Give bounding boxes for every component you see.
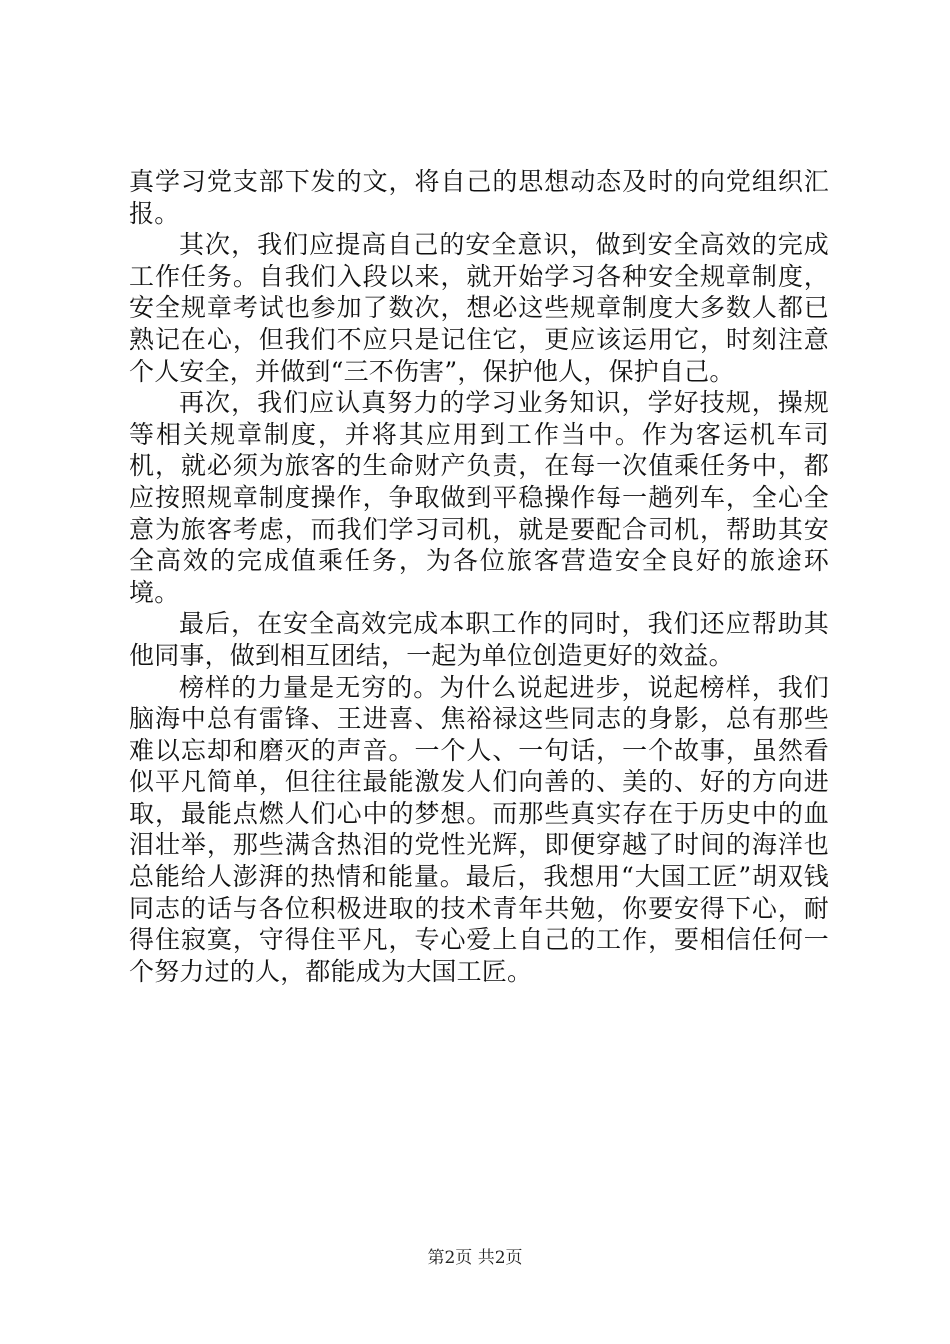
paragraph-business-knowledge: 再次，我们应认真努力的学习业务知识，学好技规，操规等相关规章制度，并将其应用到工作当中。作为客运机车司机，就必须为旅客的生命财产负责，在每一次值乘任务中，都应按照规章制度操作，争取做到平稳操作每一趟列车，全心全意为旅客考虑，而我们学习司机，就是要配合司机，帮助其安全高效的完成值乘任务，为各位旅客营造安全良好的旅途环境。 xyxy=(129,388,829,607)
paragraph-role-models: 榜样的力量是无穷的。为什么说起进步，说起榜样，我们脑海中总有雷锋、王进喜、焦裕禄这些同志的身影，总有那些难以忘却和磨灭的声音。一个人、一句话，一个故事，虽然看似平凡简单，但往往最能激发人们向善的、美的、好的方向进取，最能点燃人们心中的梦想。而那些真实存在于历史中的血泪壮举，那些满含热泪的党性光辉，即便穿越了时间的海洋也总能给人澎湃的热情和能量。最后，我想用“大国工匠”胡双钱同志的话与各位积极进取的技术青年共勉，你要安得下心，耐得住寂寞，守得住平凡，专心爱上自己的工作，要相信任何一个努力过的人，都能成为大国工匠。 xyxy=(129,672,829,986)
page-number-footer: 第2页 共2页 xyxy=(427,1248,523,1268)
paragraph-safety-awareness: 其次，我们应提高自己的安全意识，做到安全高效的完成工作任务。自我们入段以来，就开始学习各种安全规章制度，安全规章考试也参加了数次，想必这些规章制度大多数人都已熟记在心，但我们不应只是记住它，更应该运用它，时刻注意个人安全，并做到“三不伤害”，保护他人，保护自己。 xyxy=(129,230,829,386)
paragraph-continuation: 真学习党支部下发的文，将自己的思想动态及时的向党组织汇报。 xyxy=(129,167,829,228)
paragraph-help-colleagues: 最后，在安全高效完成本职工作的同时，我们还应帮助其他同事，做到相互团结，一起为单位创造更好的效益。 xyxy=(129,609,829,670)
document-body xyxy=(129,166,829,987)
